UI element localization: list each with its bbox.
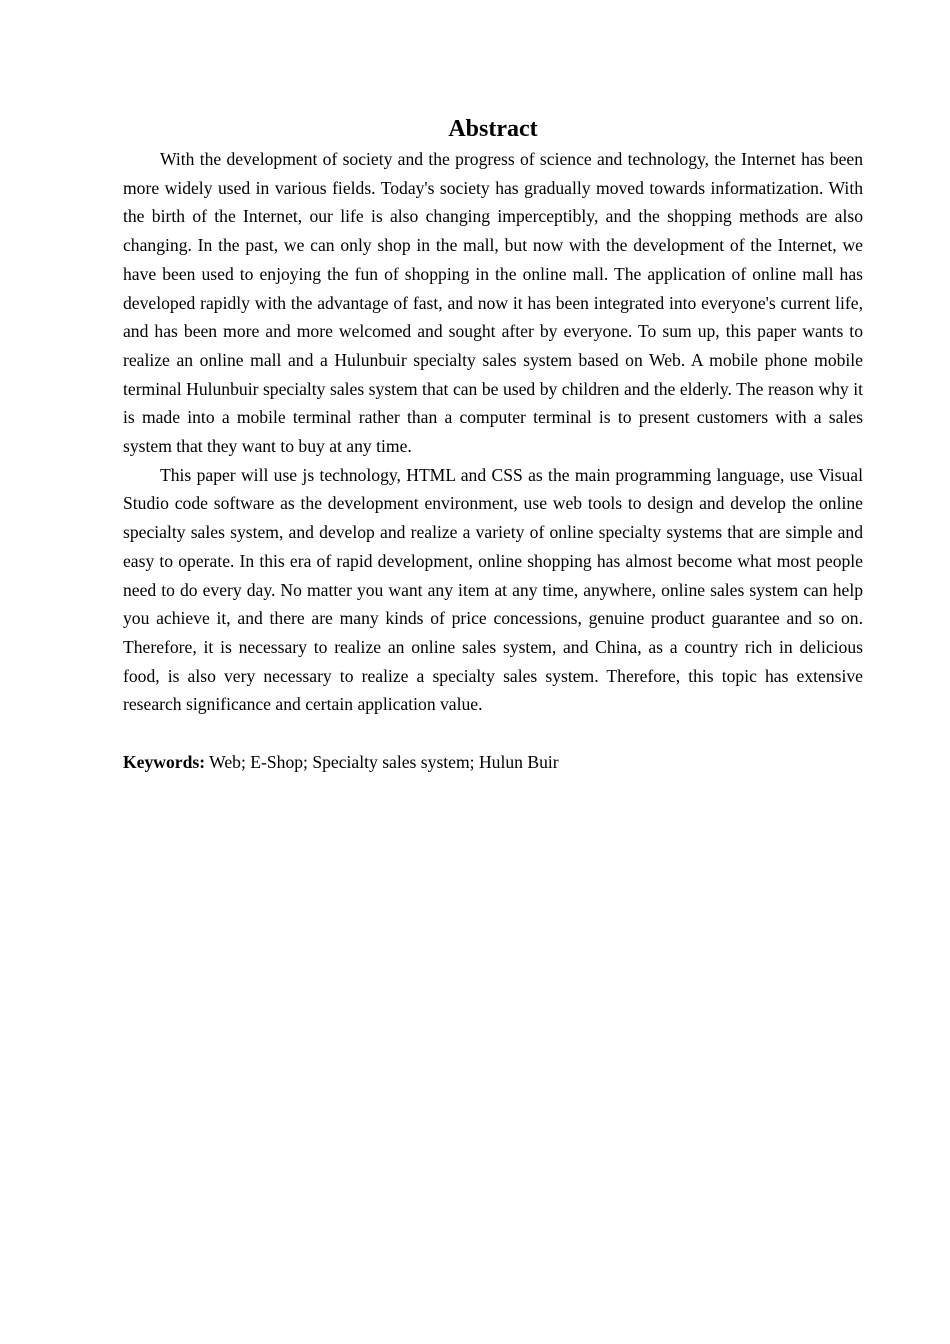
abstract-page [123, 113, 863, 777]
keywords-line [123, 748, 863, 777]
keywords-text: Web; E-Shop; Specialty sales system; Hulun Buir [205, 752, 559, 773]
abstract-title: Abstract [448, 116, 538, 142]
keywords-label: Keywords: [123, 752, 206, 773]
abstract-paragraph-2: This paper will use js technology, HTML and CSS as the main programming language, use Visual Studio code software as the development environment, use web tools to design and develop the online specialty sales system, and develop and realize a variety of online specialty systems that are simple and easy to operate. In this era of rapid development, online shopping has almost become what most people need to do every day. No matter you want any item at any time, anywhere, online sales system can help you achieve it, and there are many kinds of price concessions, genuine product guarantee and so on. Therefore, it is necessary to realize an online sales system, and China, as a country rich in delicious food, is also very necessary to realize a specialty sales system. Therefore, this topic has extensive research significance and certain application value. [123, 464, 863, 715]
abstract-paragraph-1: With the development of society and the progress of science and technology, the Internet has been more widely used in various fields. Today's society has gradually moved towards informatization. With the birth of the Internet, our life is also changing imperceptibly, and the shopping methods are also changing. In the past, we can only shop in the mall, but now with the development of the Internet, we have been used to enjoying the fun of shopping in the online mall. The application of online mall has developed rapidly with the advantage of fast, and now it has been integrated into everyone's current life, and has been more and more welcomed and sought after by everyone. To sum up, this paper wants to realize an online mall and a Hulunbuir specialty sales system based on Web. A mobile phone mobile terminal Hulunbuir specialty sales system that can be used by children and the elderly. The reason why it is made into a mobile terminal rather than a computer terminal is to present customers with a sales system that they want to buy at any time. [123, 149, 863, 457]
